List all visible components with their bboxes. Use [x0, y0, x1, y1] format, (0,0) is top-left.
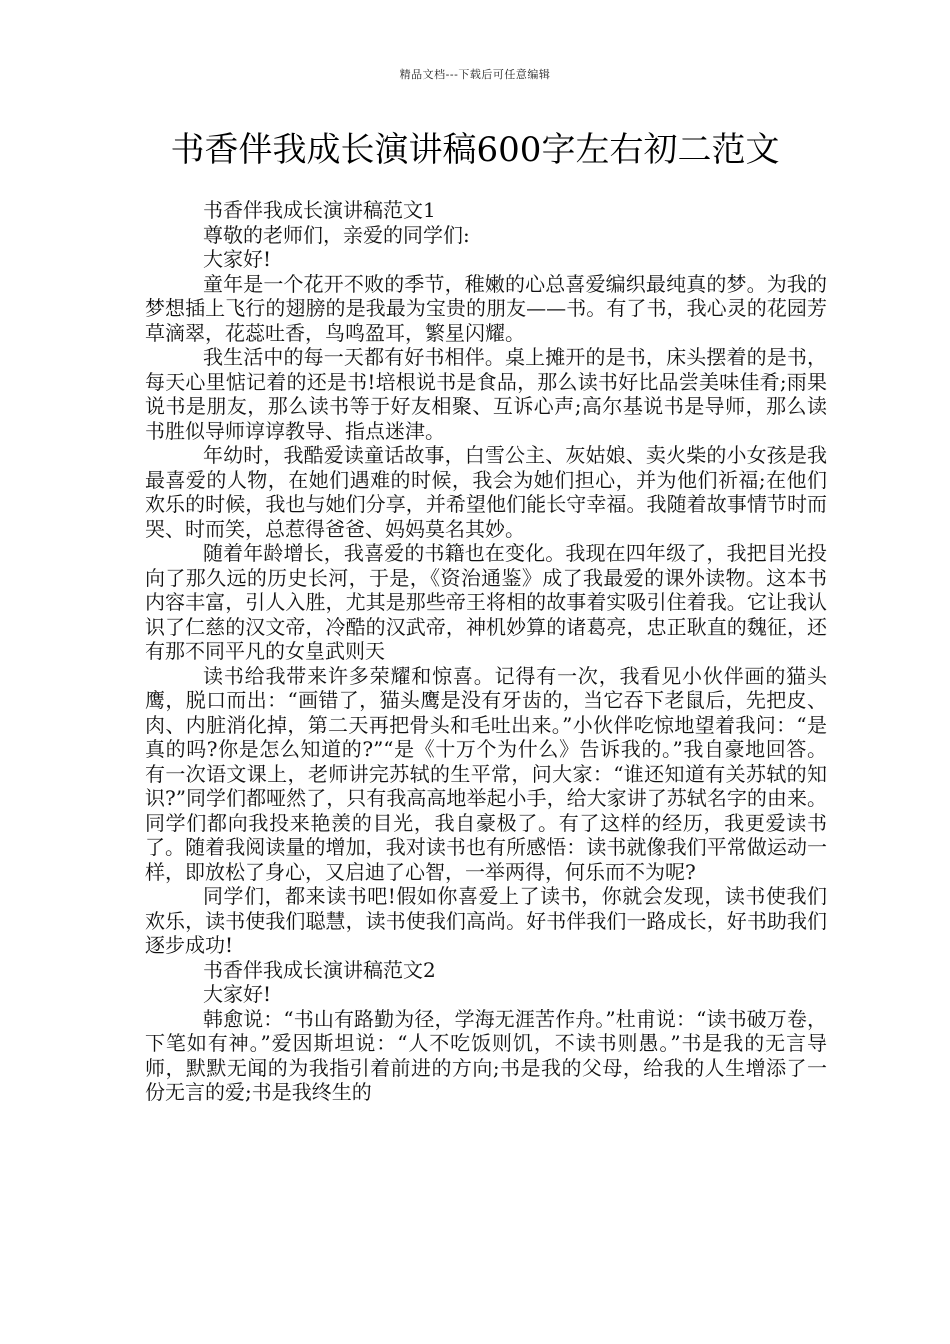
- header-note: 精品文档---下载后可任意编辑: [399, 68, 551, 81]
- salutation: 尊敬的老师们，亲爱的同学们:: [203, 222, 470, 247]
- paragraph: 同学们，都来读书吧!假如你喜爱上了读书，你就会发现，读书使我们欢乐，读书使我们聪慧，读书使我们高尚。好书伴我们一路成长，好书助我们逐步成功!: [145, 884, 827, 957]
- paragraph: 年幼时，我酷爱读童话故事，白雪公主、灰姑娘、卖火柴的小女孩是我最喜爱的人物，在她们遇难的时候，我会为她们担心，并为他们祈福;在他们欢乐的时候，我也与她们分享，并希望他们能长守幸福。我随着故事情节时而哭、时而笑，总惹得爸爸、妈妈莫名其妙。: [145, 443, 827, 541]
- section-heading-1: 书香伴我成长演讲稿范文1: [203, 198, 436, 222]
- section-heading-2: 书香伴我成长演讲稿范文2: [203, 957, 436, 982]
- greeting: 大家好!: [203, 247, 272, 271]
- greeting: 大家好!: [203, 982, 272, 1006]
- document-title: 书香伴我成长演讲稿600字左右初二范文: [170, 130, 780, 170]
- paragraph: 童年是一个花开不败的季节，稚嫩的心总喜爱编织最纯真的梦。为我的梦想插上飞行的翅膀的是我最为宝贵的朋友——书。有了书，我心灵的花园芳草滴翠，花蕊吐香，鸟鸣盈耳，繁星闪耀。: [145, 271, 827, 345]
- paragraph: 读书给我带来许多荣耀和惊喜。记得有一次，我看见小伙伴画的猫头鹰，脱口而出：“画错了，猫头鹰是没有牙齿的，当它吞下老鼠后，先把皮、肉、内脏消化掉，第二天再把骨头和毛吐出来。”小伙伴吃惊地望着我问：“是真的吗?你是怎么知道的?”“是《十万个为什么》告诉我的。”我自豪地回答。有一次语文课上，老师讲完苏轼的生平常，问大家：“谁还知道有关苏轼的知识?”同学们都哑然了，只有我高高地举起小手，给大家讲了苏轼名字的由来。同学们都向我投来艳羡的目光，我自豪极了。有了这样的经历，我更爱读书了。随着我阅读量的增加，我对读书也有所感悟：读书就像我们平常做运动一样，即放松了身心，又启迪了心智，一举两得，何乐而不为呢?: [145, 663, 827, 884]
- paragraph: 韩愈说：“书山有路勤为径，学海无涯苦作舟。”杜甫说：“读书破万卷，下笔如有神。”爱因斯坦说：“人不吃饭则饥，不读书则愚。”书是我的无言导师，默默无闻的为我指引着前进的方向;书是我的父母，给我的人生增添了一份无言的爱;书是我终生的: [145, 1006, 827, 1104]
- paragraph: 我生活中的每一天都有好书相伴。桌上摊开的是书，床头摆着的是书，每天心里惦记着的还是书!培根说书是食品，那么读书好比品尝美味佳肴;雨果说书是朋友，那么读书等于好友相聚、互诉心声;高尔基说书是导师，那么读书胜似导师谆谆教导、指点迷津。: [145, 345, 827, 443]
- paragraph: 随着年龄增长，我喜爱的书籍也在变化。我现在四年级了，我把目光投向了那久远的历史长河，于是，《资治通鉴》成了我最爱的课外读物。这本书内容丰富，引人入胜，尤其是那些帝王将相的故事着实吸引住着我。它让我认识了仁慈的汉文帝，冷酷的汉武帝，神机妙算的诸葛亮，忠正耿直的魏征，还有那不同平凡的女皇武则天: [145, 541, 827, 663]
- document-body: [145, 198, 827, 1105]
